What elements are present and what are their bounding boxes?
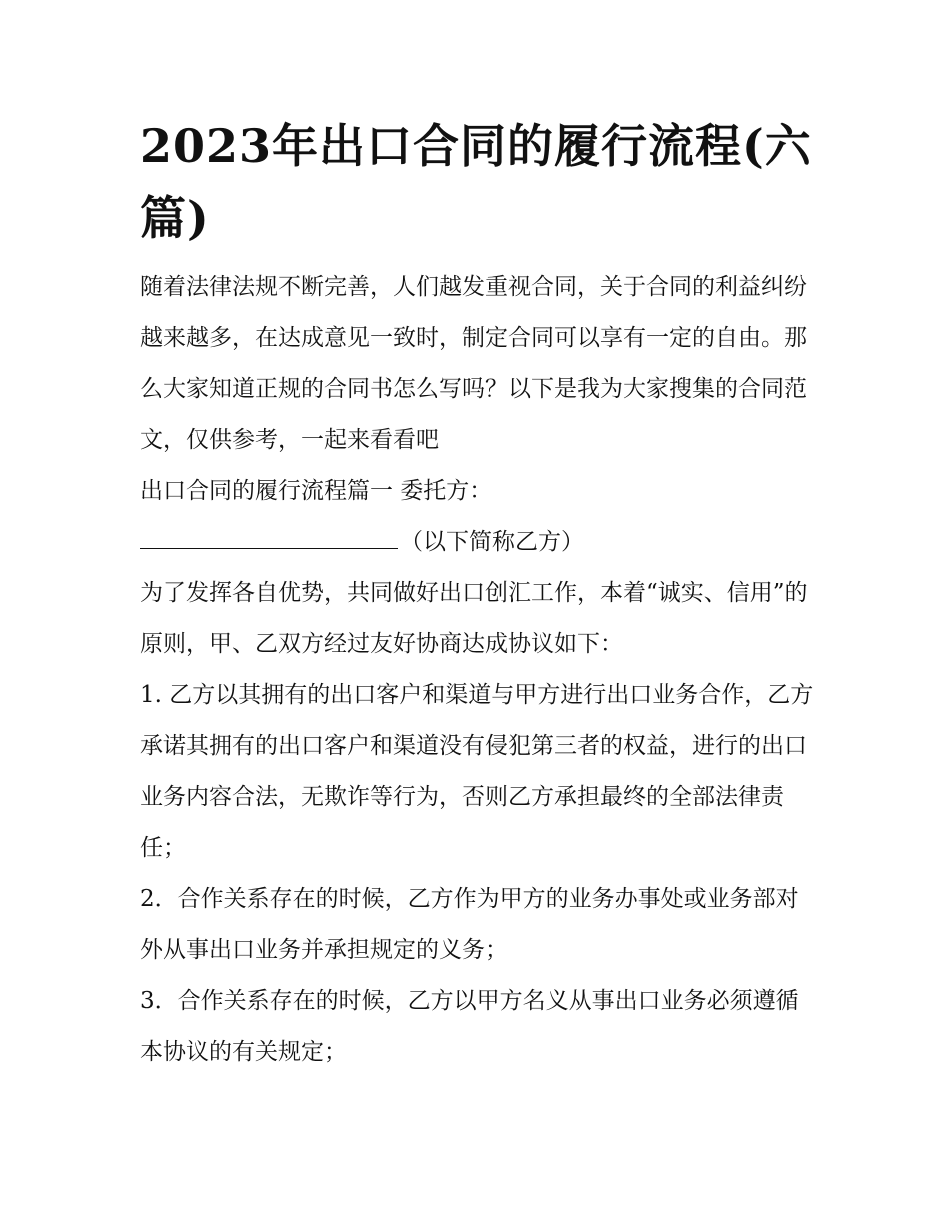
section-heading: 出口合同的履行流程篇一 委托方： [140,478,493,504]
intro-paragraph: 随着法律法规不断完善，人们越发重视合同，关于合同的利益纠纷越来越多，在达成意见一致时，制定合同可以享有一定的自由。那么大家知道正规的合同书怎么写吗？以下是我为大家搜集的合同范文，仅供参考，一起来看看吧 [140,274,807,453]
party-b-suffix: （以下简称乙方） [400,529,584,555]
clause-2: 2．合作关系存在的时候，乙方作为甲方的业务办事处或业务部对外从事出口业务并承担规定的义务； [140,886,799,963]
party-b-line [140,517,815,568]
clause-1: 1. 乙方以其拥有的出口客户和渠道与甲方进行出口业务合作，乙方承诺其拥有的出口客户和渠道没有侵犯第三者的权益，进行的出口业务内容合法，无欺诈等行为，否则乙方承担最终的全部法律责任； [140,682,814,861]
purpose-paragraph: 为了发挥各自优势，共同做好出口创汇工作，本着“诚实、信用”的原则，甲、乙双方经过友好协商达成协议如下： [140,580,808,657]
document-title: 2023年出口合同的履行流程(六篇) [140,119,812,245]
blank-fill-line [140,518,398,549]
clause-3: 3．合作关系存在的时候，乙方以甲方名义从事出口业务必须遵循本协议的有关规定； [140,988,799,1065]
document-page [140,110,815,1078]
document-body [140,262,815,1078]
